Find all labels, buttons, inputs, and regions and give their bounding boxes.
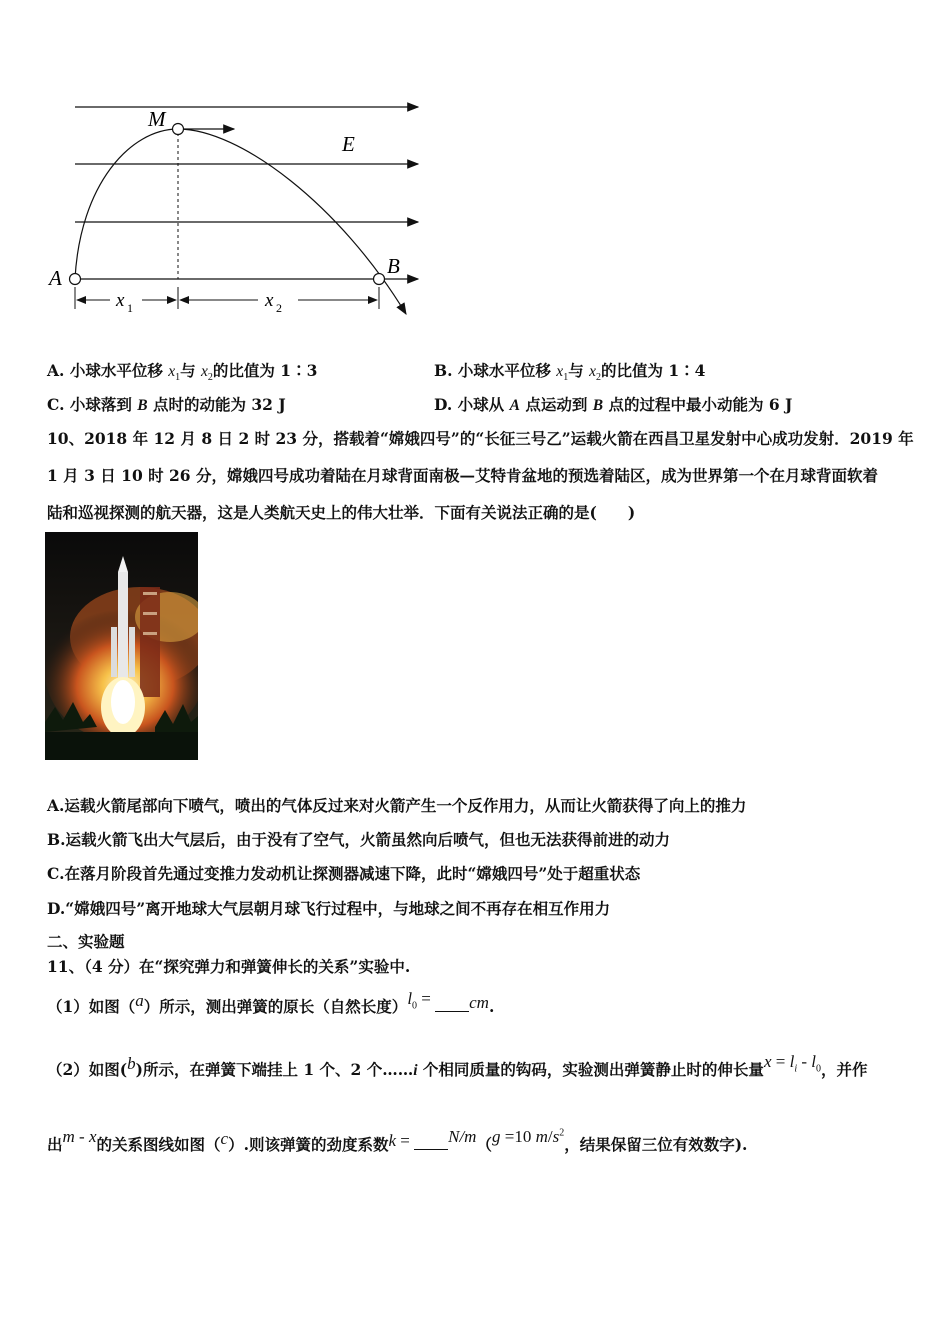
subscript: 0 [412,1000,418,1012]
option-text: 点时的动能为 32 J [147,395,286,414]
text: ）.则该弹簧的劲度系数 [228,1135,389,1154]
q9-option-b [434,359,705,383]
q10-option-a: A.运载火箭尾部向下喷气，喷出的气体反过来对火箭产生一个反作用力，从而让火箭获得了向上的推力 [47,796,747,815]
q10-option-b: B.运载火箭飞出大气层后，由于没有了空气，火箭虽然向后喷气，但也无法获得前进的动力 [47,830,671,849]
rocket-launch-photo [45,532,198,760]
var-point: A [509,397,520,414]
q10-option-d: D.“嫦娥四号”离开地球大气层朝月球飞行过程中，与地球之间不再存在相互作用力 [47,899,611,918]
option-text: 与 [180,361,202,380]
unit: m [535,1127,548,1146]
q10-stem-line3: 陆和巡视探测的航天器，这是人类航天史上的伟大壮举．下面有关说法正确的是( ) [47,503,636,522]
label-x2: x [265,290,274,311]
superscript: 2 [559,1127,565,1139]
point-a [70,274,81,285]
var-point: B [137,397,148,414]
option-text: 的比值为 1∶4 [600,361,706,380]
var-x: x [201,363,208,380]
label-b: B [387,254,400,278]
point-b [374,274,385,285]
option-text: 与 [568,361,590,380]
var-g: g [491,1127,501,1146]
var-x: x [168,363,176,380]
text: . [488,997,495,1016]
var-point: B [592,397,604,414]
var-x: x [88,1127,97,1146]
minus: - [797,1052,812,1071]
q10-stem-line1: 10、2018 年 12 月 8 日 2 时 23 分，搭载着“嫦娥四号”的“长征三号乙”运载火箭在西昌卫星发射中心成功发射．2019 年 [47,429,914,448]
option-text: 点的过程中最小动能为 6 J [603,395,793,414]
unit: cm [469,993,489,1012]
var-l: l [407,989,413,1008]
var-l: l [789,1052,795,1071]
point-m [173,124,184,135]
text: 的关系图线如图（ [96,1135,221,1154]
subscript: 1 [175,372,181,384]
text: ）所示，测出弹簧的原长（自然长度） [143,997,408,1016]
text: （1）如图（ [47,997,136,1016]
figure-ref: b [127,1054,136,1073]
option-text: D. 小球从 [434,395,510,414]
q10-option-c: C.在落月阶段首先通过变推力发动机让探测器减速下降，此时“嫦娥四号”处于超重状态 [47,864,641,883]
option-text: 的比值为 1∶3 [212,361,318,380]
section-title: 二、实验题 [47,932,125,951]
label-x1-sub: 1 [127,301,133,315]
label-a: A [49,266,62,290]
subscript: i [794,1063,798,1075]
var-x: x [589,363,596,380]
label-m: M [148,107,166,131]
label-e: E [342,132,355,156]
q9-option-d [434,393,792,415]
subscript: 1 [563,372,569,384]
value: =10 [500,1127,536,1146]
minus: - [74,1127,89,1146]
q11-part3 [47,1127,748,1155]
q9-option-a [47,359,317,383]
text: （2）如图( [47,1060,128,1079]
option-text: B. 小球水平位移 [434,361,557,380]
answer-blank[interactable] [435,1011,469,1012]
var-m: m [62,1127,75,1146]
q11-part2 [47,1052,868,1082]
q11-stem: 11、（4 分）在“探究弹力和弹簧伸长的关系”实验中. [47,957,411,976]
var-x: x [763,1052,772,1071]
var-l: l [811,1052,816,1071]
q10-stem-line2: 1 月 3 日 10 时 26 分，嫦娥四号成功着陆在月球背面南极—艾特肯盆地的预选着陆区，成为世界第一个在月球背面软着 [47,466,878,485]
option-text: C. 小球落到 [47,395,138,414]
label-x1: x [116,290,125,311]
unit: N/m [448,1127,477,1146]
answer-blank[interactable] [414,1149,448,1150]
option-text: A. 小球水平位移 [47,361,169,380]
q11-part1 [47,989,495,1019]
equals: = [396,1131,415,1150]
equals: = [417,989,436,1008]
projectile-field-diagram [40,95,440,325]
subscript: 2 [207,372,213,384]
text: （ [476,1135,492,1154]
figure-ref: a [135,991,144,1010]
text: 出 [47,1135,63,1154]
var-x: x [556,363,564,380]
unit: s [552,1127,560,1146]
var-k: k [388,1131,397,1150]
unit: / [547,1127,553,1146]
label-x2-sub: 2 [276,301,282,315]
text: ，并作 [821,1060,868,1079]
figure-ref: c [220,1129,229,1148]
text: 个相同质量的钩码，实验测出弹簧静止时的伸长量 [417,1060,764,1079]
subscript: 2 [595,372,601,384]
var-i: i [413,1062,418,1079]
text: ，结果保留三位有效数字). [564,1135,748,1154]
equals: = [771,1052,790,1071]
q9-option-c [47,393,286,415]
text: )所示，在弹簧下端挂上 1 个、2 个…… [135,1060,414,1079]
option-text: 点运动到 [519,395,593,414]
subscript: 0 [816,1063,821,1075]
